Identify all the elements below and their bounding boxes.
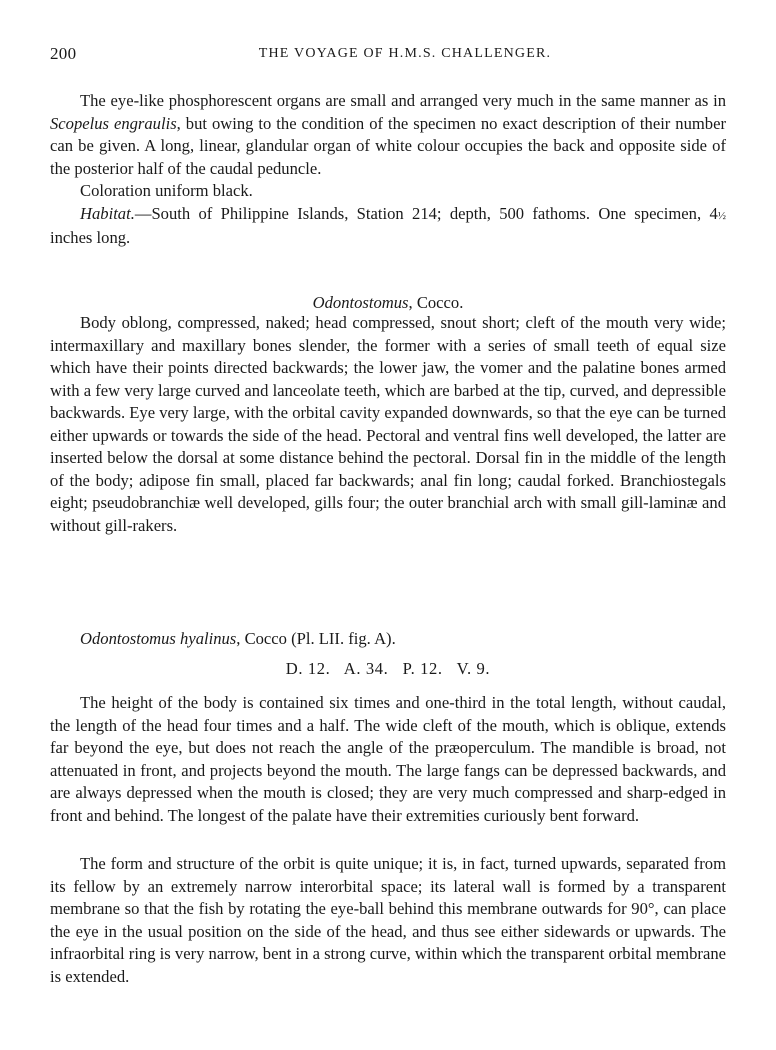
species-description-end	[50, 90, 726, 250]
species-name-italic: Scopelus engraulis	[50, 113, 177, 133]
species-heading	[80, 629, 396, 649]
running-title: THE VOYAGE OF H.M.S. CHALLENGER.	[258, 46, 552, 61]
paragraph-orbit: The form and structure of the orbit is quite unique; it is, in fact, turned upwards, separated from its fellow by an extremely narrow interorbital space; its lateral wall is formed by a transparent membrane so that the fish by rotating the eye-ball behind this membrane outwards for 90°, can place the eye in the usual position on the side of the head, and thus see either sidewards or upwards. The infraorbital ring is very narrow, bent in a strong curve, within which the transparent orbital membrane is extended.	[50, 854, 726, 986]
species-description	[50, 692, 726, 827]
paragraph-phosphorescent-organs: The eye-like phosphorescent organs are small and arranged very much in the same manner as in Scopelus engraulis, but owing to the condition of the specimen no exact description of their number can be given. A long, linear, glandular organ of white colour occupies the back and opposite side of the posterior half of the caudal peduncle.	[50, 91, 726, 178]
page-header	[50, 44, 730, 68]
fin-formula: D. 12. A. 34. P. 12. V. 9.	[285, 659, 491, 678]
paragraph-genus-description: Body oblong, compressed, naked; head compressed, snout short; cleft of the mouth very wide; intermaxillary and maxillary bones slender, the former with a series of small teeth of equal size which have their points directed backwards; the lower jaw, the vomer and the palatine bones armed with a few very large curved and lanceolate teeth, which are barbed at the tip, curved, and depressible backwards. Eye very large, with the orbital cavity expanded downwards, so that the eye can be turned either upwards or towards the side of the head. Pectoral and ventral fins well developed, the latter are inserted below the dorsal at some distance behind the pectoral. Dorsal fin in the middle of the length of the body; adipose fin small, placed far backwards; anal fin long; caudal forked. Branchiostegals eight; pseudobranchiæ well developed, gills four; the outer branchial arch with small gill-laminæ and without gill-rakers.	[50, 313, 726, 535]
species-name: Odontostomus hyalinus	[80, 629, 237, 648]
genus-description	[50, 312, 726, 537]
genus-author: , Cocco.	[408, 293, 464, 312]
genus-name: Odontostomus	[312, 293, 409, 312]
habitat-label: Habitat.	[80, 203, 135, 223]
genus-heading	[50, 293, 726, 313]
paragraph-habitat: Habitat.—South of Philippine Islands, Station 214; depth, 500 fathoms. One specimen, 4½ inches long.	[50, 203, 726, 247]
page-number: 200	[50, 44, 77, 63]
fraction-half: ½	[717, 209, 726, 222]
orbit-description	[50, 853, 726, 988]
paragraph-coloration: Coloration uniform black.	[80, 181, 253, 200]
paragraph-body-proportions: The height of the body is contained six times and one-third in the total length, without caudal, the length of the head four times and a half. The wide cleft of the mouth, which is oblique, extends far beyond the eye, but does not reach the angle of the præoperculum. The mandible is broad, not attenuated in front, and projects beyond the mouth. The large fangs can be depressed backwards, and are always depressed when the mouth is closed; they are very much compressed and sharp-edged in front and behind. The longest of the palate have their extremities curiously bent forward.	[50, 693, 726, 825]
species-author: , Cocco (Pl. LII. fig. A).	[236, 629, 396, 648]
